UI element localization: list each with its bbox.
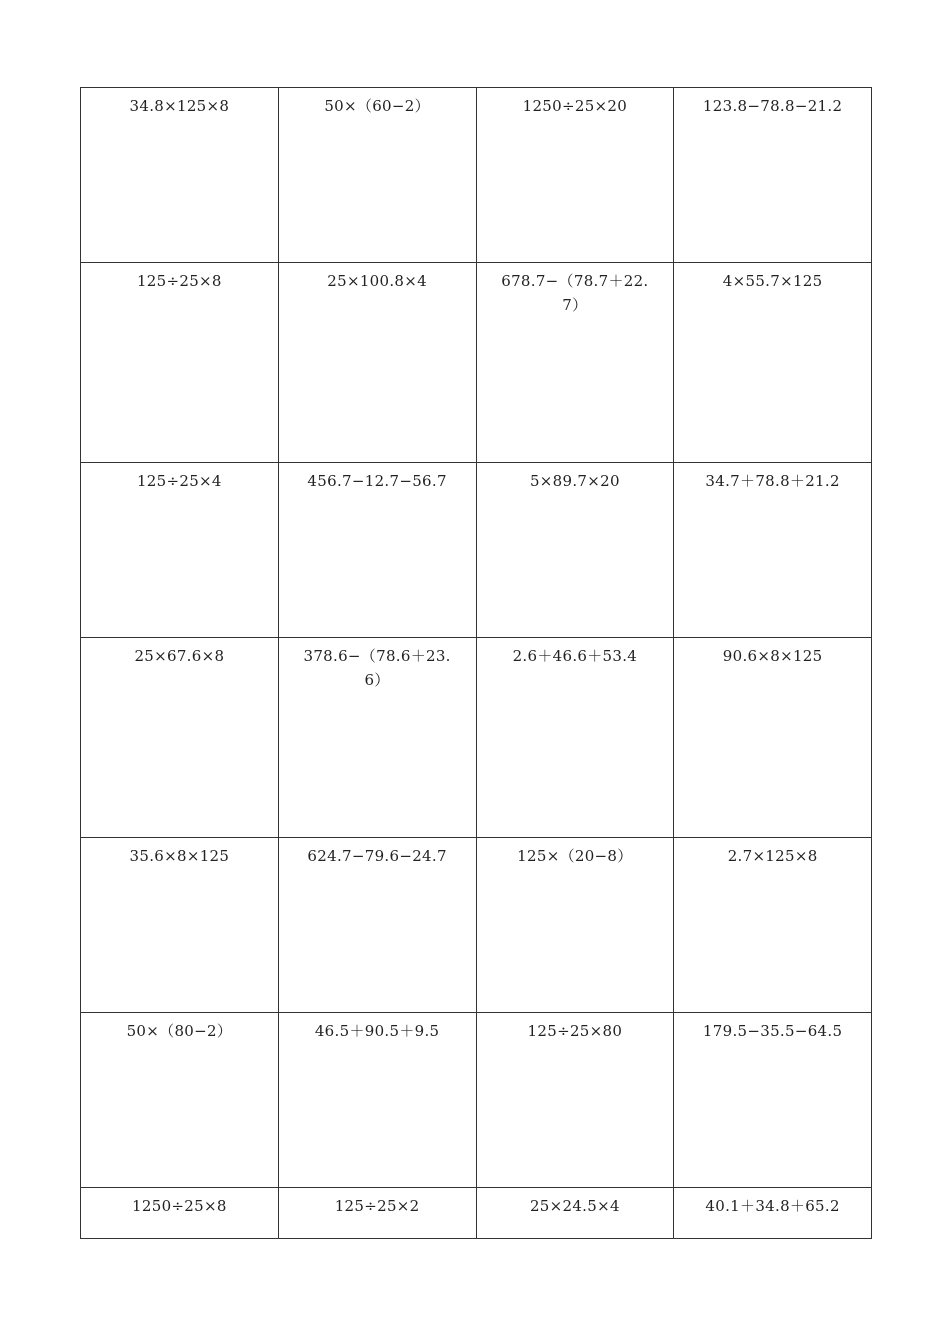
problem-cell bbox=[81, 1013, 279, 1188]
problem-cell bbox=[81, 1188, 279, 1239]
problem-expression: 5×89.7×20 bbox=[529, 472, 620, 490]
table-row bbox=[81, 638, 872, 838]
table-row bbox=[81, 88, 872, 263]
problem-cell bbox=[81, 838, 279, 1013]
problem-cell bbox=[278, 838, 476, 1013]
problem-cell bbox=[81, 263, 279, 463]
problem-cell bbox=[476, 1013, 674, 1188]
problem-cell bbox=[674, 1188, 872, 1239]
problem-expression: 125÷25×80 bbox=[527, 1022, 623, 1040]
problem-cell bbox=[81, 463, 279, 638]
problem-cell bbox=[81, 88, 279, 263]
problem-expression: 35.6×8×125 bbox=[129, 847, 230, 865]
table-row bbox=[81, 463, 872, 638]
problem-expression: 1250÷25×8 bbox=[132, 1197, 227, 1215]
problem-cell bbox=[278, 263, 476, 463]
problem-expression: 624.7−79.6−24.7 bbox=[307, 847, 447, 865]
problem-cell bbox=[674, 638, 872, 838]
table-row bbox=[81, 263, 872, 463]
problem-expression: 456.7−12.7−56.7 bbox=[307, 472, 447, 490]
problem-cell bbox=[476, 638, 674, 838]
arithmetic-worksheet-table bbox=[80, 87, 872, 1239]
problem-expression: 34.7＋78.8＋21.2 bbox=[705, 472, 840, 490]
table-row bbox=[81, 1013, 872, 1188]
problem-expression: 678.7−（78.7＋22.7） bbox=[501, 272, 649, 314]
problem-expression: 25×67.6×8 bbox=[134, 647, 225, 665]
problem-cell bbox=[674, 1013, 872, 1188]
problem-expression: 2.6＋46.6＋53.4 bbox=[512, 647, 638, 665]
problem-cell bbox=[674, 463, 872, 638]
problem-cell bbox=[476, 88, 674, 263]
problem-expression: 25×100.8×4 bbox=[327, 272, 427, 290]
problem-expression: 123.8−78.8−21.2 bbox=[702, 97, 843, 115]
problem-cell bbox=[476, 1188, 674, 1239]
problem-expression: 179.5−35.5−64.5 bbox=[702, 1022, 843, 1040]
problem-cell bbox=[476, 463, 674, 638]
problem-expression: 125÷25×2 bbox=[334, 1197, 420, 1215]
table-row bbox=[81, 1188, 872, 1239]
problem-cell bbox=[81, 638, 279, 838]
problem-expression: 25×24.5×4 bbox=[529, 1197, 620, 1215]
problem-expression: 1250÷25×20 bbox=[522, 97, 628, 115]
problem-expression: 50×（80−2） bbox=[126, 1022, 233, 1040]
problem-expression: 50×（60−2） bbox=[324, 97, 430, 115]
problem-expression: 40.1＋34.8＋65.2 bbox=[705, 1197, 840, 1215]
table-row bbox=[81, 838, 872, 1013]
problem-expression: 125÷25×4 bbox=[136, 472, 222, 490]
problem-cell bbox=[278, 1188, 476, 1239]
problem-cell bbox=[278, 88, 476, 263]
problem-expression: 90.6×8×125 bbox=[722, 647, 823, 665]
problem-cell bbox=[278, 1013, 476, 1188]
problem-expression: 34.8×125×8 bbox=[129, 97, 230, 115]
problem-expression: 2.7×125×8 bbox=[727, 847, 818, 865]
problem-cell bbox=[278, 638, 476, 838]
problem-cell bbox=[674, 263, 872, 463]
problem-expression: 46.5＋90.5＋9.5 bbox=[314, 1022, 440, 1040]
problem-expression: 125÷25×8 bbox=[136, 272, 222, 290]
problem-cell bbox=[278, 463, 476, 638]
problem-expression: 125×（20−8） bbox=[517, 847, 633, 865]
problem-cell bbox=[674, 88, 872, 263]
problem-cell bbox=[476, 838, 674, 1013]
problem-expression: 378.6−（78.6＋23.6） bbox=[303, 647, 451, 689]
problem-cell bbox=[674, 838, 872, 1013]
problem-expression: 4×55.7×125 bbox=[722, 272, 823, 290]
problem-cell bbox=[476, 263, 674, 463]
